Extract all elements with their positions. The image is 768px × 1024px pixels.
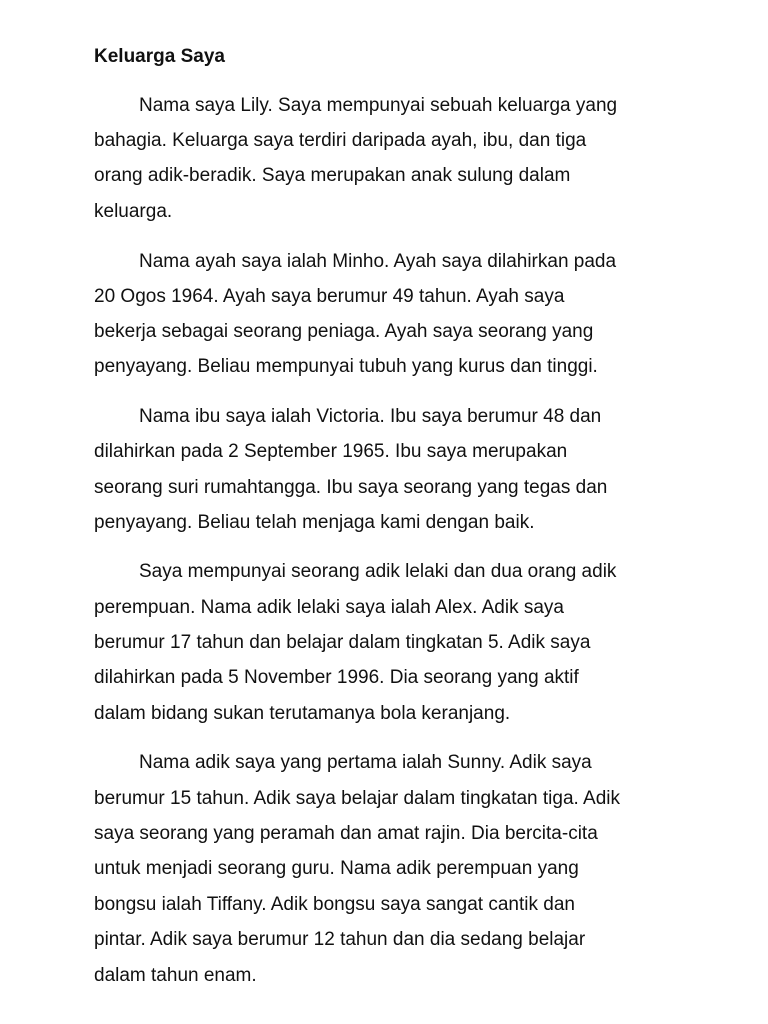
document-title: Keluarga Saya [94,46,225,67]
paragraph-line: untuk menjadi seorang guru. Nama adik perempuan yang [94,858,579,879]
paragraph-line: dilahirkan pada 2 September 1965. Ibu saya merupakan [94,441,568,462]
paragraph-line: Nama adik saya yang pertama ialah Sunny. Adik saya [139,752,592,773]
paragraph-line: saya seorang yang peramah dan amat rajin. Dia bercita-cita [94,823,598,844]
paragraph-line: Nama saya Lily. Saya mempunyai sebuah keluarga yang [139,95,618,116]
paragraph-line: berumur 17 tahun dan belajar dalam tingkatan 5. Adik saya [94,632,591,653]
paragraph-line: orang adik-beradik. Saya merupakan anak sulung dalam [94,165,571,186]
paragraph-line: perempuan. Nama adik lelaki saya ialah Alex. Adik saya [94,597,564,618]
paragraph-line: bekerja sebagai seorang peniaga. Ayah saya seorang yang [94,321,594,342]
paragraph-line: seorang suri rumahtangga. Ibu saya seorang yang tegas dan [94,477,608,498]
paragraph-line: Nama ayah saya ialah Minho. Ayah saya dilahirkan pada [139,251,617,272]
paragraph-line: berumur 15 tahun. Adik saya belajar dalam tingkatan tiga. Adik [94,788,620,809]
paragraph-line: Nama ibu saya ialah Victoria. Ibu saya berumur 48 dan [139,406,602,427]
paragraph-line: dilahirkan pada 5 November 1996. Dia seorang yang aktif [94,667,579,688]
paragraph-line: 20 Ogos 1964. Ayah saya berumur 49 tahun. Ayah saya [94,286,565,307]
paragraph-line: keluarga. [94,201,173,222]
paragraph-line: penyayang. Beliau telah menjaga kami dengan baik. [94,512,535,533]
paragraph-line: penyayang. Beliau mempunyai tubuh yang kurus dan tinggi. [94,356,598,377]
paragraph-line: pintar. Adik saya berumur 12 tahun dan dia sedang belajar [94,929,586,950]
paragraph-line: dalam tahun enam. [94,965,257,986]
paragraph-line: dalam bidang sukan terutamanya bola keranjang. [94,703,511,724]
paragraph-line: Saya mempunyai seorang adik lelaki dan dua orang adik [139,561,617,582]
paragraph-line: bahagia. Keluarga saya terdiri daripada ayah, ibu, dan tiga [94,130,587,151]
paragraph-line: bongsu ialah Tiffany. Adik bongsu saya sangat cantik dan [94,894,575,915]
